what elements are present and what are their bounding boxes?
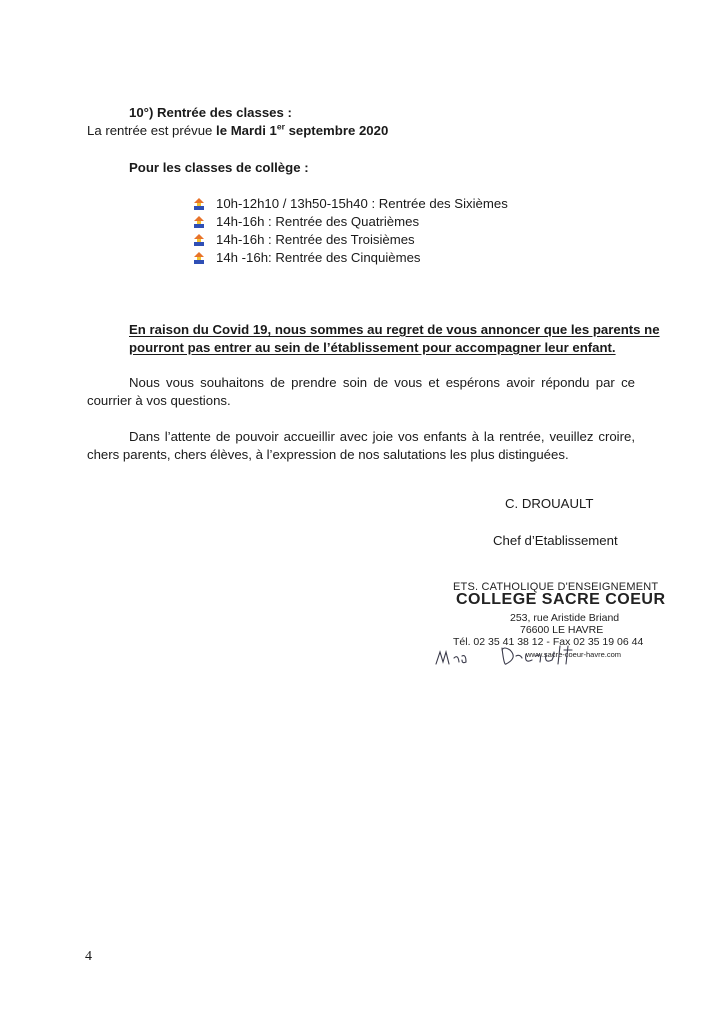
schedule-item-text: 14h -16h: Rentrée des Cinquièmes [216, 250, 421, 265]
list-item [192, 231, 508, 249]
stamp-street: 253, rue Aristide Briand [510, 612, 620, 624]
stamp-phone: Tél. 02 35 41 38 12 - Fax 02 35 19 06 44 [453, 636, 644, 648]
college-heading: Pour les classes de collège : [129, 160, 309, 175]
list-item [192, 195, 508, 213]
schedule-item-text: 14h-16h : Rentrée des Troisièmes [216, 232, 415, 247]
signatory-role: Chef d’Etablissement [493, 533, 618, 548]
closing-paragraph-2: Dans l’attente de pouvoir accueillir avec joie vos enfants à la rentrée, veuillez croire, chers parents, chers élèves, à l’expression de nos salutations les plus distinguées. [87, 429, 635, 462]
bullet-icon [192, 233, 206, 247]
stamp-website: www.sacre-coeur-havre.com [526, 650, 622, 659]
schedule-list [192, 195, 508, 267]
signatory-name: C. DROUAULT [505, 496, 594, 511]
list-item [192, 249, 508, 267]
bullet-icon [192, 197, 206, 211]
schedule-item-text: 10h-12h10 / 13h50-15h40 : Rentrée des Sixièmes [216, 196, 508, 211]
stamp-city: 76600 LE HAVRE [520, 624, 604, 636]
page-number: 4 [85, 949, 92, 964]
school-stamp [420, 562, 666, 672]
start-date-line [87, 122, 388, 140]
stamp-school-name: COLLEGE SACRE COEUR [456, 591, 666, 608]
bullet-icon [192, 215, 206, 229]
list-item [192, 213, 508, 231]
covid-notice-line1: En raison du Covid 19, nous sommes au regret de vous annoncer que les parents ne [129, 322, 660, 337]
start-date-prefix: La rentrée est prévue [87, 123, 217, 138]
covid-notice-line2: pourront pas entrer au sein de l’établissement pour accompagner leur enfant. [129, 340, 616, 355]
stamp-line-1: ETS. CATHOLIQUE D'ENSEIGNEMENT [453, 581, 659, 593]
start-date-day: le Mardi 1er septembre 2020 [216, 121, 389, 138]
schedule-item-text: 14h-16h : Rentrée des Quatrièmes [216, 214, 420, 229]
section-title: 10°) Rentrée des classes : [129, 105, 292, 120]
handwritten-signature [432, 638, 602, 672]
bullet-icon [192, 251, 206, 265]
closing-paragraph-1: Nous vous souhaitons de prendre soin de vous et espérons avoir répondu par ce courrier à vos questions. [87, 375, 635, 408]
